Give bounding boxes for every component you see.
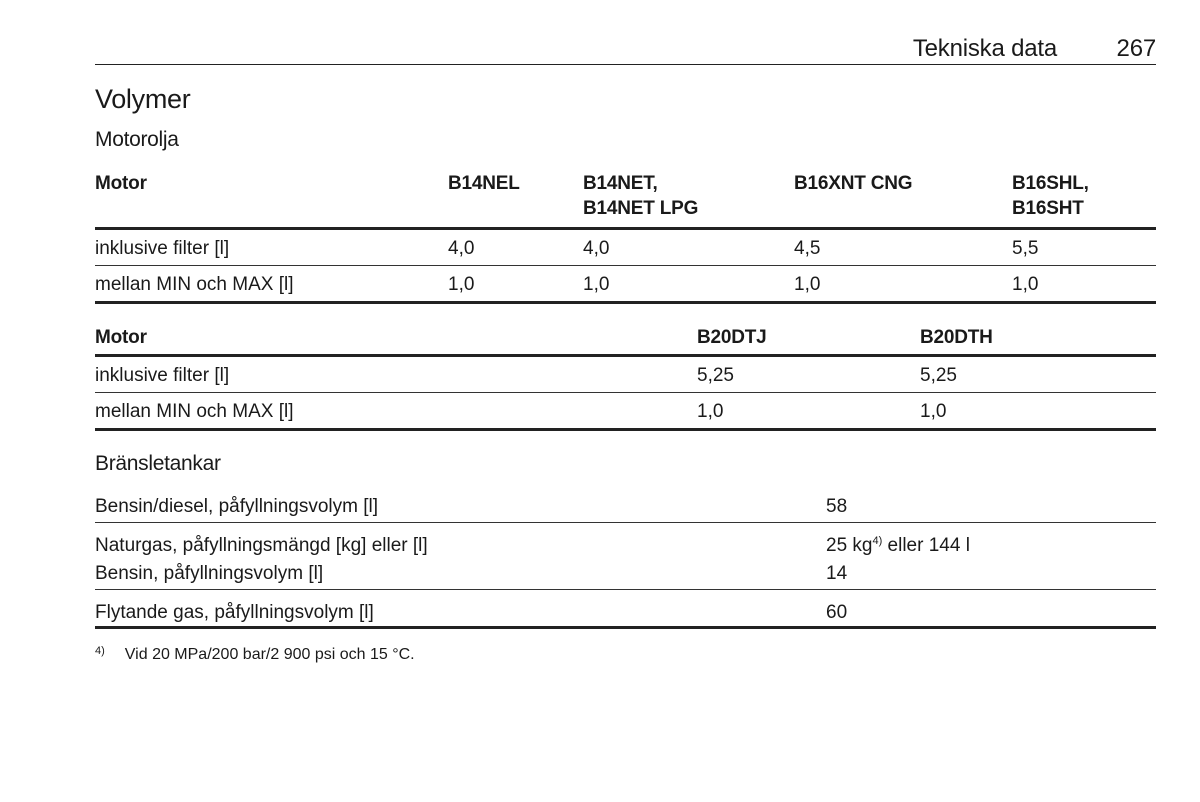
table-cell: 1,0 <box>583 265 794 302</box>
table-row <box>95 355 1156 392</box>
table-cell: 4,0 <box>583 237 610 259</box>
table-row <box>95 522 1156 559</box>
fuel-tanks-table <box>95 484 1156 629</box>
table-cell: 1,0 <box>697 392 920 429</box>
table-row <box>95 559 1156 589</box>
cng-amount: 25 kg <box>826 534 873 556</box>
footnote-text: Vid 20 MPa/200 bar/2 900 psi och 15 °C. <box>124 646 415 663</box>
motor-oil-heading: Motorolja <box>95 128 179 151</box>
row-label: Bensin/diesel, påfyllningsvolym [l] <box>95 496 379 517</box>
row-label: inklusive filter [l] <box>95 364 230 386</box>
row-label: inklusive filter [l] <box>95 237 230 259</box>
row-label: Naturgas, påfyllningsmängd [kg] eller [l] <box>95 522 826 559</box>
row-label: mellan MIN och MAX [l] <box>95 265 448 302</box>
table-cell: 1,0 <box>794 265 1012 302</box>
table-cell: 14 <box>826 563 848 584</box>
cng-volume: eller 144 l <box>882 534 970 556</box>
table-cell: 4,0 <box>448 237 475 259</box>
table-cell: 5,25 <box>920 364 957 386</box>
table-row <box>95 228 1156 265</box>
column-header: B16SHL, B16SHT <box>1012 170 1156 228</box>
row-label: Bensin, påfyllningsvolym [l] <box>95 563 324 584</box>
page-header <box>95 30 1156 65</box>
table-row <box>95 589 1156 627</box>
footnote-mark: 4) <box>95 645 105 657</box>
column-header: B14NEL <box>448 170 583 228</box>
fuel-tanks-heading: Bränsletankar <box>95 452 221 475</box>
table-header-row <box>95 325 1156 355</box>
motor-oil-table-1 <box>95 170 1156 304</box>
table-cell <box>826 522 1156 559</box>
column-header: B16XNT CNG <box>794 170 1012 228</box>
row-label: mellan MIN och MAX [l] <box>95 392 697 429</box>
footnote <box>95 646 415 664</box>
table-row <box>95 484 1156 522</box>
table-cell: 5,25 <box>697 364 734 386</box>
column-header: Motor <box>95 170 448 228</box>
column-header: B20DTH <box>920 325 1156 355</box>
table-cell: 58 <box>826 496 848 517</box>
table-cell: 60 <box>826 589 1156 627</box>
table-header-row <box>95 170 1156 228</box>
page-title: Volymer <box>95 84 191 114</box>
footnote-ref: 4) <box>872 534 883 547</box>
table-row <box>95 265 1156 302</box>
section-title: Tekniska data <box>912 35 1057 62</box>
page-number: 267 <box>1116 35 1156 62</box>
table-cell: 1,0 <box>448 265 583 302</box>
table-cell: 5,5 <box>1012 237 1039 259</box>
column-header: Motor <box>95 325 697 355</box>
column-header: B14NET, B14NET LPG <box>583 170 794 228</box>
table-cell: 1,0 <box>1012 265 1156 302</box>
row-label: Flytande gas, påfyllningsvolym [l] <box>95 589 826 627</box>
table-row <box>95 392 1156 429</box>
column-header: B20DTJ <box>697 325 920 355</box>
table-cell: 4,5 <box>794 237 821 259</box>
motor-oil-table-2 <box>95 325 1156 431</box>
table-cell: 1,0 <box>920 392 1156 429</box>
